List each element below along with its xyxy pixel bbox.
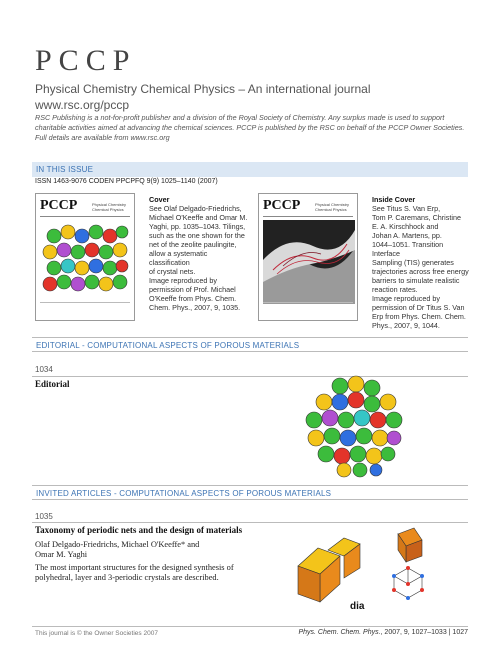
editorial-section-bar: EDITORIAL - COMPUTATIONAL ASPECTS OF POROUS MATERIALS	[32, 337, 468, 352]
inside-cover-thumb-subtitle: Physical Chemistry Chemical Physics	[315, 202, 350, 212]
issn-line: ISSN 1463-9076 CODEN PPCPFQ 9(9) 1025–1140 (2007)	[35, 178, 218, 185]
invited-page-number: 1035	[35, 512, 53, 521]
inside-cover-thumb-title: PCCP	[263, 198, 301, 213]
footer-copyright: This journal is © the Owner Societies 2007	[35, 630, 158, 637]
inside-cover-thumb-rule	[263, 216, 353, 217]
inside-cover-line: Phys., 2007, 9, 1044.	[372, 321, 440, 330]
cover-line: Image reproduced by	[149, 276, 217, 285]
cover-line: Chem. Phys., 2007, 9, 1035.	[149, 303, 241, 312]
cover-line: allow a systematic classification	[149, 249, 208, 267]
inside-cover-line: Tom P. Caremans, Christine	[372, 213, 461, 222]
journal-subtitle: Physical Chemistry Chemical Physics – An international journal	[35, 82, 371, 96]
cover-thumb-footer	[40, 302, 130, 316]
inside-cover-line: Image reproduced by	[372, 294, 440, 303]
article-abstract	[35, 563, 234, 583]
cover-thumbnail[interactable]	[35, 193, 135, 321]
cover-thumb-subtitle: Physical Chemistry Chemical Physics	[92, 202, 127, 212]
inside-cover-line: Sampling (TIS) generates	[372, 258, 454, 267]
in-this-issue-bar: IN THIS ISSUE	[32, 162, 468, 177]
cover-line: permission of Prof. Michael	[149, 285, 236, 294]
article-abstract-line: polyhedral, layer and 3-periodic crystals are described.	[35, 573, 219, 582]
cover-line: net of the zeolite paulingite,	[149, 240, 237, 249]
inside-cover-thumb-footer	[263, 302, 353, 316]
cover-thumb-rule	[40, 216, 130, 217]
editorial-title[interactable]: Editorial	[35, 379, 70, 389]
journal-url[interactable]: www.rsc.org/pccp	[35, 98, 130, 112]
inside-cover-line: E. A. Kirschhock and	[372, 222, 439, 231]
inside-cover-line: Erp from Phys. Chem. Chem.	[372, 312, 466, 321]
cover-line: such as the one shown for the	[149, 231, 245, 240]
footer-citation	[298, 629, 468, 636]
inside-cover-description	[372, 195, 472, 330]
cover-thumb-title: PCCP	[40, 198, 78, 213]
inside-cover-line: trajectories across free energy	[372, 267, 469, 276]
cover-description	[149, 195, 249, 312]
cover-line: Michael O'Keeffe and Omar M.	[149, 213, 248, 222]
article-abstract-line: The most important structures for the designed synthesis of	[35, 563, 234, 572]
journal-logo: PCCP	[35, 44, 137, 77]
editorial-page-number: 1034	[35, 365, 53, 374]
publisher-note: RSC Publishing is a not-for-profit publisher and a division of the Royal Society of Chemistry. Any surplus made is used to support charitable activities aimed at advancing the chemical sciences. PCCP is published by the RSC on behalf of the PCCP Owner Societies. Full details are available from www.rsc.org	[35, 113, 465, 142]
cover-line: O'Keeffe from Phys. Chem.	[149, 294, 237, 303]
cover-line: of crystal nets.	[149, 267, 196, 276]
figure-label: dia	[350, 601, 365, 612]
zeolite-tiling-image	[42, 222, 130, 300]
inside-cover-heading: Inside Cover	[372, 195, 416, 204]
article-authors-line: Olaf Delgado-Friedrichs, Michael O'Keeffe* and	[35, 540, 200, 549]
inside-cover-line: 1044–1051. Transition Interface	[372, 240, 444, 258]
cover-line: Yaghi, pp. 1035–1043. Tilings,	[149, 222, 246, 231]
inside-cover-line: See Titus S. Van Erp,	[372, 204, 441, 213]
article-authors	[35, 540, 199, 560]
free-energy-surface-image	[263, 220, 355, 304]
inside-cover-line: reaction rates.	[372, 285, 418, 294]
invited-divider	[32, 522, 468, 523]
footer-rule	[32, 626, 468, 627]
inside-cover-line: permission of Dr Titus S. Van	[372, 303, 465, 312]
inside-cover-thumbnail[interactable]	[258, 193, 358, 321]
cover-line: See Olaf Delgado-Friedrichs,	[149, 204, 242, 213]
invited-section-bar: INVITED ARTICLES - COMPUTATIONAL ASPECTS OF POROUS MATERIALS	[32, 485, 468, 500]
article-authors-line: Omar M. Yaghi	[35, 550, 88, 559]
cover-heading: Cover	[149, 195, 170, 204]
footer-journal: Phys. Chem. Chem. Phys.	[298, 629, 381, 636]
article-title[interactable]: Taxonomy of periodic nets and the design of materials	[35, 525, 243, 535]
inside-cover-line: Johan A. Martens, pp.	[372, 231, 442, 240]
inside-cover-line: barriers to simulate realistic	[372, 276, 460, 285]
footer-pages: , 2007, 9, 1027–1033 | 1027	[380, 629, 468, 636]
editorial-zeolite-image	[300, 374, 410, 478]
periodic-nets-figure	[288, 526, 468, 616]
